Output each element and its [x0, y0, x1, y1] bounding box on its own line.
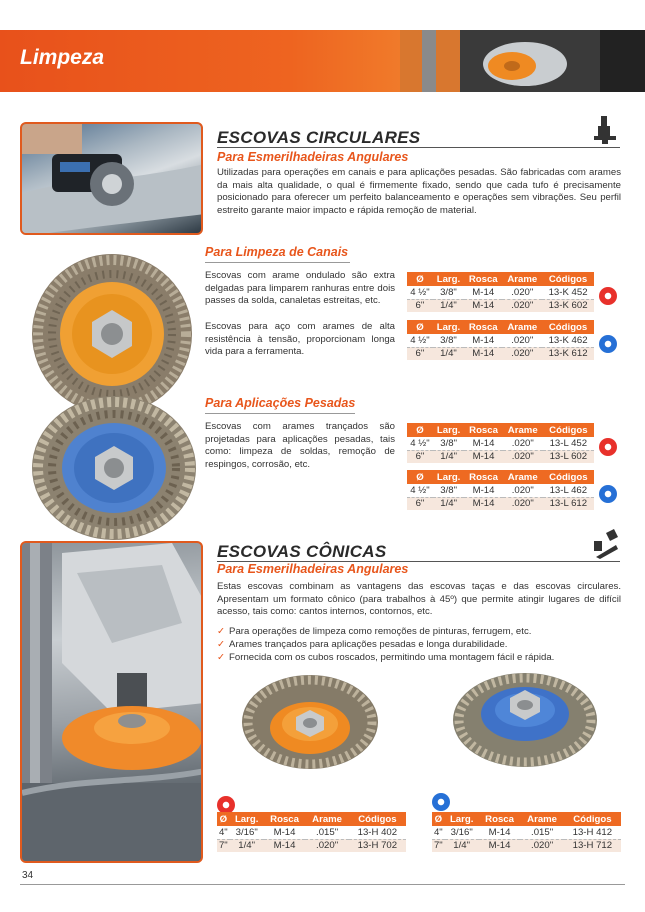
- cell: 13-H 402: [357, 826, 398, 838]
- col-header: Arame: [503, 423, 543, 437]
- page-title: Limpeza: [20, 46, 105, 69]
- cell: 1/4": [230, 839, 264, 852]
- conical-grinder-photo: [20, 541, 203, 863]
- cell: 1/4": [433, 299, 464, 312]
- cell: M-14: [488, 826, 511, 838]
- table-row: [407, 450, 594, 463]
- col-header: Larg.: [433, 423, 464, 437]
- conical-brush-orange-image: [240, 672, 380, 772]
- table-pesadas-red: [407, 423, 594, 463]
- cell: M-14: [472, 484, 495, 496]
- cell: 13-K 612: [542, 347, 594, 360]
- table-canais-red: [407, 272, 594, 312]
- cell: 13-K 452: [548, 286, 588, 298]
- col-header: Códigos: [564, 812, 621, 826]
- table-row: [432, 839, 621, 852]
- list-item: [217, 638, 554, 651]
- cell: M-14: [464, 497, 502, 510]
- col-header: Rosca: [464, 470, 502, 484]
- cell: 4": [433, 826, 443, 838]
- cell: 1/4": [445, 839, 479, 852]
- pesadas-title: Para Aplicações Pesadas: [205, 396, 356, 410]
- col-header: Rosca: [264, 812, 306, 826]
- table-row: [217, 826, 406, 839]
- cell: .020": [511, 437, 534, 449]
- brush-image-pesadas: [30, 393, 198, 543]
- col-header: Ø: [432, 812, 445, 826]
- header-photo: [400, 30, 645, 92]
- feature-text: Fornecida com os cubos roscados, permitindo uma montagem fácil e rápida.: [229, 652, 555, 663]
- check-icon: ✓: [217, 652, 226, 663]
- cell: 13-L 462: [549, 484, 588, 496]
- cell: 6": [407, 299, 433, 312]
- col-header: Códigos: [542, 320, 594, 334]
- table-row: [217, 839, 406, 852]
- cell: .015": [316, 826, 339, 838]
- cell: .015": [531, 826, 554, 838]
- cell: .020": [305, 839, 348, 852]
- cell: M-14: [464, 347, 502, 360]
- feature-text: Arames trançados para aplicações pesadas e longa durabilidade.: [229, 639, 508, 650]
- cell: M-14: [472, 437, 495, 449]
- cell: 7": [433, 840, 443, 852]
- cell: .020": [502, 347, 542, 360]
- table-row: [407, 437, 594, 450]
- col-header: Códigos: [349, 812, 406, 826]
- table-conical-blue: [432, 812, 621, 852]
- table-conical-red: [217, 812, 406, 852]
- cell: 3/8": [440, 286, 457, 298]
- canais-text-1: Escovas com arame ondulado são extra delgadas para limparem ranhuras entre dois passes da solda, canaletas estreitas, etc.: [205, 270, 395, 307]
- col-header: Larg.: [230, 812, 264, 826]
- cell: 1/4": [433, 347, 464, 360]
- table-canais-blue: [407, 320, 594, 360]
- cell: M-14: [273, 826, 296, 838]
- cell: 6": [407, 450, 433, 463]
- cell: 6": [407, 347, 433, 360]
- pesadas-rule: [205, 413, 355, 414]
- col-header: Códigos: [543, 423, 594, 437]
- table-row: [407, 286, 594, 299]
- cell: 3/8": [440, 484, 457, 496]
- cell: M-14: [264, 839, 306, 852]
- cell: .020": [520, 839, 563, 852]
- cell: 3/16": [235, 826, 258, 838]
- pesadas-text: Escovas com arames trançados são projetadas para aplicações pesadas, tais como: limpeza de soldas, remoção de respingos, corrosão, etc.: [205, 421, 395, 470]
- col-header: Códigos: [542, 272, 594, 286]
- table-pesadas-blue: [407, 470, 594, 510]
- grinder-photo: [20, 122, 203, 235]
- col-header: Ø: [407, 320, 433, 334]
- section-circular-rule: [217, 147, 620, 148]
- col-header: Rosca: [464, 320, 502, 334]
- conical-brush-blue-image: [450, 670, 600, 770]
- check-icon: ✓: [217, 626, 226, 637]
- cell: .020": [511, 286, 534, 298]
- canais-title: Para Limpeza de Canais: [205, 245, 349, 259]
- col-header: Arame: [502, 320, 542, 334]
- features-list: [217, 625, 554, 664]
- col-header: Códigos: [543, 470, 594, 484]
- cell: 13-H 712: [564, 839, 621, 852]
- cell: .020": [511, 334, 534, 346]
- cell: 13-H 702: [349, 839, 406, 852]
- cell: .020": [503, 497, 543, 510]
- blue-badge-icon: [432, 793, 450, 811]
- cell: M-14: [464, 299, 502, 312]
- blue-badge-icon: [599, 335, 617, 353]
- col-header: Rosca: [464, 423, 502, 437]
- canais-rule: [205, 262, 350, 263]
- cell: 4 ½": [410, 334, 430, 346]
- cell: 13-L 612: [543, 497, 594, 510]
- table-row: [407, 347, 594, 360]
- grinder-icon: [592, 114, 618, 146]
- red-badge-icon: [599, 438, 617, 456]
- cell: 4 ½": [410, 484, 430, 496]
- col-header: Arame: [305, 812, 348, 826]
- table-row: [407, 334, 594, 347]
- col-header: Arame: [503, 470, 543, 484]
- cell: 3/16": [450, 826, 473, 838]
- blue-badge-icon: [599, 485, 617, 503]
- col-header: Larg.: [445, 812, 479, 826]
- section-circular-title: ESCOVAS CIRCULARES: [217, 128, 421, 147]
- col-header: Ø: [407, 272, 433, 286]
- cell: 7": [218, 840, 228, 852]
- feature-text: Para operações de limpeza como remoções de pinturas, ferrugem, etc.: [229, 626, 532, 637]
- section-conical-description: Estas escovas combinam as vantagens das escovas taças e das escovas circulares. Apresentam um formato cônico (para trabalhos à 45º) que permite atingir lugares de difícil acesso, tais como: cantos internos, contornos, etc.: [217, 581, 621, 618]
- col-header: Ø: [217, 812, 230, 826]
- angle-grinder-icon: [592, 527, 620, 559]
- col-header: Larg.: [433, 470, 464, 484]
- cell: M-14: [472, 334, 495, 346]
- section-conical-subtitle: Para Esmerilhadeiras Angulares: [217, 562, 409, 576]
- cell: 6": [407, 497, 433, 510]
- cell: 1/4": [433, 450, 464, 463]
- section-circular-subtitle: Para Esmerilhadeiras Angulares: [217, 150, 409, 164]
- cell: .020": [502, 299, 542, 312]
- table-row: [432, 826, 621, 839]
- cell: 13-K 602: [542, 299, 594, 312]
- canais-text-2: Escovas para aço com arames de alta resistência à tensão, proporcionam longa vida para a ferramenta.: [205, 321, 395, 358]
- cell: 3/8": [440, 437, 457, 449]
- table-row: [407, 497, 594, 510]
- header-band: [0, 30, 645, 92]
- list-item: [217, 625, 554, 638]
- cell: 1/4": [433, 497, 464, 510]
- col-header: Larg.: [433, 272, 464, 286]
- cell: 3/8": [440, 334, 457, 346]
- table-row: [407, 484, 594, 497]
- col-header: Rosca: [464, 272, 502, 286]
- section-circular-description: Utilizadas para operações em canais e para aplicações pesadas. São fabricadas com arames da mais alta qualidade, o qual é firmemente fixado, sendo que cada tufo é precisamente posicionado para oferecer um perfeito balanceamento e operações sem vibrações. Seu perfil estreito garante maior impacto e rápida remoção de material.: [217, 167, 621, 216]
- footer-rule: [20, 884, 625, 885]
- cell: 4": [218, 826, 228, 838]
- check-icon: ✓: [217, 639, 226, 650]
- table-row: [407, 299, 594, 312]
- cell: M-14: [472, 286, 495, 298]
- col-header: Arame: [502, 272, 542, 286]
- cell: 13-L 452: [549, 437, 588, 449]
- cell: 4 ½": [410, 437, 430, 449]
- cell: 13-K 462: [548, 334, 588, 346]
- col-header: Rosca: [479, 812, 521, 826]
- cell: .020": [511, 484, 534, 496]
- red-badge-icon: [599, 287, 617, 305]
- cell: 13-H 412: [572, 826, 613, 838]
- col-header: Ø: [407, 423, 433, 437]
- col-header: Arame: [520, 812, 563, 826]
- section-conical-title: ESCOVAS CÔNICAS: [217, 542, 387, 561]
- col-header: Ø: [407, 470, 433, 484]
- cell: 13-L 602: [543, 450, 594, 463]
- page-number: 34: [22, 870, 34, 881]
- cell: .020": [503, 450, 543, 463]
- cell: 4 ½": [410, 286, 430, 298]
- list-item: [217, 651, 554, 664]
- cell: M-14: [464, 450, 502, 463]
- col-header: Larg.: [433, 320, 464, 334]
- cell: M-14: [479, 839, 521, 852]
